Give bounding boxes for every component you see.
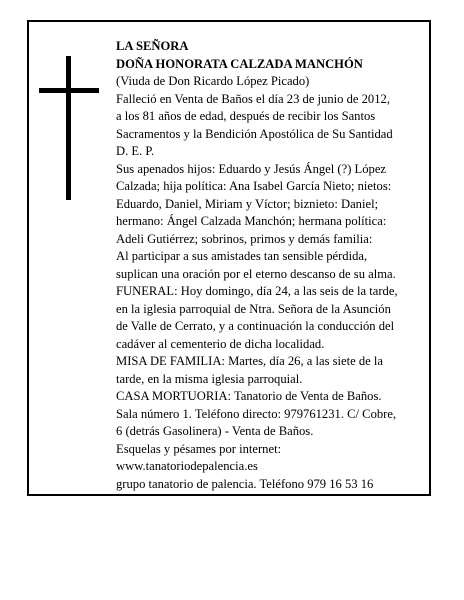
funeral-home-line: Sala número 1. Teléfono directo: 979761231. C/ Cobre,	[116, 406, 397, 421]
family-line: Eduardo, Daniel, Miriam y Víctor; biznieto: Daniel;	[116, 196, 379, 211]
widow-line: (Viuda de Don Ricardo López Picado)	[116, 74, 310, 88]
death-details-line: a los 81 años de edad, después de recibir los Santos	[116, 109, 376, 123]
notice-title-line: LA SEÑORA	[116, 39, 189, 53]
cross-icon	[39, 56, 99, 200]
funeral-line: FUNERAL: Hoy domingo, día 24, a las seis de la tarde,	[116, 284, 398, 298]
family-line: Sus apenados hijos: Eduardo y Jesús Ángel (?) López	[116, 161, 387, 176]
death-details-line: Falleció en Venta de Baños el día 23 de junio de 2012,	[116, 91, 390, 106]
announcement-line: suplican una oración por el eterno descanso de su alma.	[116, 266, 396, 281]
family-line: hermano: Ángel Calzada Manchón; hermana política:	[116, 214, 387, 228]
deceased-name: DOÑA HONORATA CALZADA MANCHÓN	[116, 56, 363, 71]
website-line: www.tanatoriodepalencia.es	[116, 459, 258, 473]
funeral-line: cadáver al cementerio de dicha localidad.	[116, 336, 325, 351]
family-line: Adeli Gutiérrez; sobrinos, primos y demás familia:	[116, 231, 373, 246]
funeral-line: en la iglesia parroquial de Ntra. Señora de la Asunción	[116, 301, 391, 316]
announcement-line: Al participar a sus amistades tan sensible pérdida,	[116, 249, 368, 263]
funeral-line: de Valle de Cerrato, y a continuación la conducción del	[116, 319, 395, 333]
funeral-home-line: 6 (detrás Gasolinera) - Venta de Baños.	[116, 424, 314, 438]
online-condolences-line: Esquelas y pésames por internet:	[116, 441, 282, 456]
family-mass-line: MISA DE FAMILIA: Martes, día 26, a las siete de la	[116, 354, 383, 368]
rip-line: D. E. P.	[116, 144, 155, 158]
notice-text	[116, 38, 428, 493]
family-mass-line: tarde, en la misma iglesia parroquial.	[116, 371, 303, 386]
cross-vertical-bar	[66, 56, 71, 200]
funeral-home-line: CASA MORTUORIA: Tanatorio de Venta de Baños.	[116, 389, 382, 403]
obituary-notice	[27, 20, 431, 496]
death-details-line: Sacramentos y la Bendición Apostólica de Su Santidad	[116, 126, 393, 141]
contact-line: grupo tanatorio de palencia. Teléfono 979 16 53 16	[116, 476, 374, 491]
family-line: Calzada; hija política: Ana Isabel García Nieto; nietos:	[116, 179, 392, 193]
cross-horizontal-bar	[39, 88, 99, 93]
